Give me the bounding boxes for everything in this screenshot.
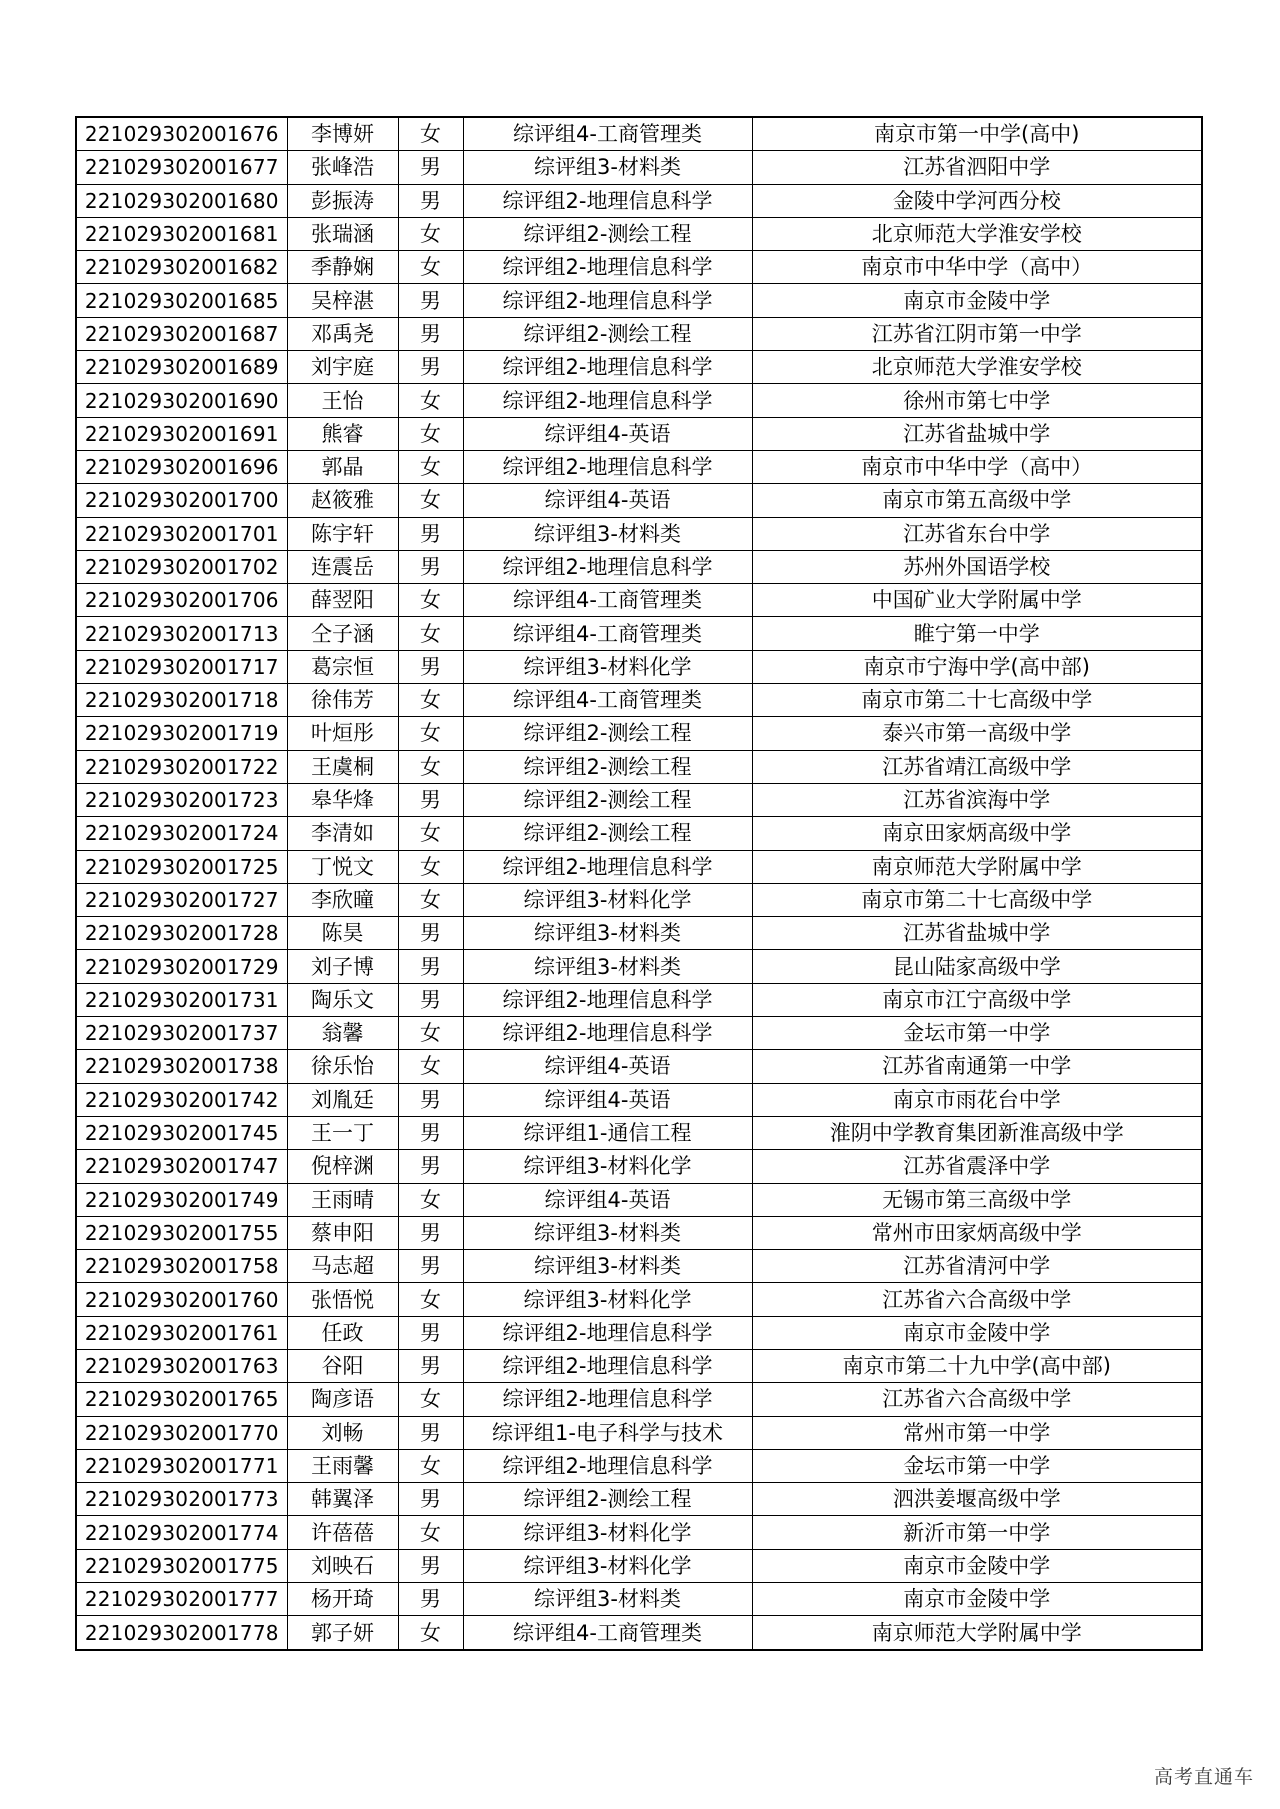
school-cell: 南京市金陵中学 <box>752 1549 1202 1582</box>
candidate-id-cell: 221029302001755 <box>76 1216 287 1249</box>
name-cell: 韩翼泽 <box>287 1483 398 1516</box>
name-cell: 张悟悦 <box>287 1283 398 1316</box>
candidate-id-cell: 221029302001770 <box>76 1416 287 1449</box>
candidate-id-cell: 221029302001682 <box>76 251 287 284</box>
table-row <box>76 1349 1202 1382</box>
table-row <box>76 351 1202 384</box>
group-major-cell: 综评组2-测绘工程 <box>463 1483 752 1516</box>
table-row <box>76 484 1202 517</box>
group-major-cell: 综评组2-地理信息科学 <box>463 450 752 483</box>
table-row <box>76 1616 1202 1650</box>
group-major-cell: 综评组2-地理信息科学 <box>463 251 752 284</box>
group-major-cell: 综评组2-地理信息科学 <box>463 1449 752 1482</box>
name-cell: 彭振涛 <box>287 184 398 217</box>
table-row <box>76 117 1202 151</box>
candidate-id-cell: 221029302001706 <box>76 584 287 617</box>
candidate-id-cell: 221029302001765 <box>76 1383 287 1416</box>
school-cell: 金陵中学河西分校 <box>752 184 1202 217</box>
group-major-cell: 综评组3-材料类 <box>463 1216 752 1249</box>
school-cell: 江苏省江阴市第一中学 <box>752 317 1202 350</box>
table-row <box>76 1216 1202 1249</box>
candidate-id-cell: 221029302001745 <box>76 1116 287 1149</box>
table-row <box>76 850 1202 883</box>
candidate-id-cell: 221029302001727 <box>76 883 287 916</box>
group-major-cell: 综评组4-工商管理类 <box>463 117 752 151</box>
name-cell: 王怡 <box>287 384 398 417</box>
gender-cell: 男 <box>398 1116 463 1149</box>
candidate-id-cell: 221029302001696 <box>76 450 287 483</box>
name-cell: 倪梓渊 <box>287 1150 398 1183</box>
school-cell: 常州市田家炳高级中学 <box>752 1216 1202 1249</box>
table-row <box>76 550 1202 583</box>
gender-cell: 男 <box>398 151 463 184</box>
table-row <box>76 1283 1202 1316</box>
gender-cell: 女 <box>398 1516 463 1549</box>
gender-cell: 女 <box>398 817 463 850</box>
school-cell: 南京师范大学附属中学 <box>752 850 1202 883</box>
school-cell: 江苏省六合高级中学 <box>752 1383 1202 1416</box>
candidate-id-cell: 221029302001763 <box>76 1349 287 1382</box>
candidate-id-cell: 221029302001778 <box>76 1616 287 1650</box>
table-row <box>76 717 1202 750</box>
table-row <box>76 1416 1202 1449</box>
group-major-cell: 综评组2-地理信息科学 <box>463 384 752 417</box>
group-major-cell: 综评组3-材料类 <box>463 917 752 950</box>
candidate-id-cell: 221029302001691 <box>76 417 287 450</box>
school-cell: 睢宁第一中学 <box>752 617 1202 650</box>
name-cell: 叶烜彤 <box>287 717 398 750</box>
gender-cell: 男 <box>398 1483 463 1516</box>
name-cell: 王虞桐 <box>287 750 398 783</box>
gender-cell: 男 <box>398 1216 463 1249</box>
group-major-cell: 综评组2-测绘工程 <box>463 217 752 250</box>
table-row <box>76 650 1202 683</box>
candidate-id-cell: 221029302001742 <box>76 1083 287 1116</box>
school-cell: 淮阴中学教育集团新淮高级中学 <box>752 1116 1202 1149</box>
school-cell: 南京市第二十九中学(高中部) <box>752 1349 1202 1382</box>
name-cell: 季静娴 <box>287 251 398 284</box>
candidate-id-cell: 221029302001676 <box>76 117 287 151</box>
table-row <box>76 783 1202 816</box>
candidate-id-cell: 221029302001724 <box>76 817 287 850</box>
candidate-id-cell: 221029302001689 <box>76 351 287 384</box>
candidate-id-cell: 221029302001725 <box>76 850 287 883</box>
candidate-id-cell: 221029302001690 <box>76 384 287 417</box>
candidate-id-cell: 221029302001737 <box>76 1017 287 1050</box>
name-cell: 陶乐文 <box>287 983 398 1016</box>
group-major-cell: 综评组2-地理信息科学 <box>463 1383 752 1416</box>
candidate-id-cell: 221029302001771 <box>76 1449 287 1482</box>
candidate-id-cell: 221029302001729 <box>76 950 287 983</box>
table-row <box>76 1183 1202 1216</box>
gender-cell: 男 <box>398 1416 463 1449</box>
table-row <box>76 1083 1202 1116</box>
name-cell: 徐伟芳 <box>287 684 398 717</box>
school-cell: 苏州外国语学校 <box>752 550 1202 583</box>
name-cell: 李清如 <box>287 817 398 850</box>
candidate-id-cell: 221029302001749 <box>76 1183 287 1216</box>
gender-cell: 男 <box>398 783 463 816</box>
group-major-cell: 综评组2-地理信息科学 <box>463 1349 752 1382</box>
gender-cell: 男 <box>398 1349 463 1382</box>
table-row <box>76 1583 1202 1616</box>
candidate-id-cell: 221029302001747 <box>76 1150 287 1183</box>
name-cell: 蔡申阳 <box>287 1216 398 1249</box>
group-major-cell: 综评组2-测绘工程 <box>463 750 752 783</box>
name-cell: 翁馨 <box>287 1017 398 1050</box>
group-major-cell: 综评组2-地理信息科学 <box>463 184 752 217</box>
table-row <box>76 184 1202 217</box>
table-row <box>76 817 1202 850</box>
gender-cell: 女 <box>398 484 463 517</box>
school-cell: 江苏省震泽中学 <box>752 1150 1202 1183</box>
candidate-id-cell: 221029302001680 <box>76 184 287 217</box>
school-cell: 南京市宁海中学(高中部) <box>752 650 1202 683</box>
school-cell: 江苏省盐城中学 <box>752 417 1202 450</box>
group-major-cell: 综评组3-材料类 <box>463 950 752 983</box>
candidate-id-cell: 221029302001687 <box>76 317 287 350</box>
group-major-cell: 综评组2-地理信息科学 <box>463 1017 752 1050</box>
gender-cell: 男 <box>398 184 463 217</box>
gender-cell: 男 <box>398 983 463 1016</box>
table-row <box>76 1549 1202 1582</box>
name-cell: 王一丁 <box>287 1116 398 1149</box>
gender-cell: 女 <box>398 684 463 717</box>
candidate-id-cell: 221029302001717 <box>76 650 287 683</box>
candidate-id-cell: 221029302001777 <box>76 1583 287 1616</box>
group-major-cell: 综评组4-英语 <box>463 1183 752 1216</box>
name-cell: 仝子涵 <box>287 617 398 650</box>
school-cell: 南京市第二十七高级中学 <box>752 883 1202 916</box>
name-cell: 许蓓蓓 <box>287 1516 398 1549</box>
group-major-cell: 综评组2-地理信息科学 <box>463 850 752 883</box>
name-cell: 杨开琦 <box>287 1583 398 1616</box>
gender-cell: 女 <box>398 1283 463 1316</box>
group-major-cell: 综评组3-材料化学 <box>463 1283 752 1316</box>
name-cell: 邓禹尧 <box>287 317 398 350</box>
table-row <box>76 317 1202 350</box>
candidate-id-cell: 221029302001677 <box>76 151 287 184</box>
name-cell: 刘畅 <box>287 1416 398 1449</box>
candidate-id-cell: 221029302001760 <box>76 1283 287 1316</box>
name-cell: 熊睿 <box>287 417 398 450</box>
gender-cell: 女 <box>398 883 463 916</box>
name-cell: 陶彦语 <box>287 1383 398 1416</box>
school-cell: 南京市第二十七高级中学 <box>752 684 1202 717</box>
gender-cell: 女 <box>398 217 463 250</box>
gender-cell: 男 <box>398 351 463 384</box>
school-cell: 江苏省六合高级中学 <box>752 1283 1202 1316</box>
school-cell: 南京师范大学附属中学 <box>752 1616 1202 1650</box>
school-cell: 泗洪姜堰高级中学 <box>752 1483 1202 1516</box>
roster-table <box>75 116 1203 1651</box>
name-cell: 谷阳 <box>287 1349 398 1382</box>
school-cell: 金坛市第一中学 <box>752 1449 1202 1482</box>
group-major-cell: 综评组3-材料类 <box>463 517 752 550</box>
name-cell: 王雨晴 <box>287 1183 398 1216</box>
school-cell: 南京市金陵中学 <box>752 1583 1202 1616</box>
gender-cell: 男 <box>398 1316 463 1349</box>
candidate-id-cell: 221029302001738 <box>76 1050 287 1083</box>
name-cell: 刘宇庭 <box>287 351 398 384</box>
name-cell: 李欣曈 <box>287 883 398 916</box>
group-major-cell: 综评组4-工商管理类 <box>463 1616 752 1650</box>
name-cell: 张峰浩 <box>287 151 398 184</box>
table-row <box>76 251 1202 284</box>
gender-cell: 女 <box>398 584 463 617</box>
group-major-cell: 综评组2-测绘工程 <box>463 717 752 750</box>
school-cell: 北京师范大学淮安学校 <box>752 351 1202 384</box>
group-major-cell: 综评组2-测绘工程 <box>463 817 752 850</box>
table-row <box>76 917 1202 950</box>
group-major-cell: 综评组4-工商管理类 <box>463 617 752 650</box>
candidate-id-cell: 221029302001773 <box>76 1483 287 1516</box>
table-row <box>76 883 1202 916</box>
gender-cell: 女 <box>398 417 463 450</box>
school-cell: 南京市金陵中学 <box>752 1316 1202 1349</box>
gender-cell: 男 <box>398 1250 463 1283</box>
candidate-id-cell: 221029302001719 <box>76 717 287 750</box>
candidate-id-cell: 221029302001713 <box>76 617 287 650</box>
gender-cell: 男 <box>398 650 463 683</box>
table-row <box>76 1017 1202 1050</box>
school-cell: 南京市中华中学（高中） <box>752 450 1202 483</box>
name-cell: 张瑞涵 <box>287 217 398 250</box>
school-cell: 常州市第一中学 <box>752 1416 1202 1449</box>
group-major-cell: 综评组3-材料化学 <box>463 650 752 683</box>
gender-cell: 男 <box>398 1083 463 1116</box>
candidate-id-cell: 221029302001728 <box>76 917 287 950</box>
name-cell: 任政 <box>287 1316 398 1349</box>
candidate-id-cell: 221029302001723 <box>76 783 287 816</box>
roster-sheet <box>75 116 1201 1651</box>
name-cell: 郭子妍 <box>287 1616 398 1650</box>
group-major-cell: 综评组2-测绘工程 <box>463 783 752 816</box>
table-row <box>76 450 1202 483</box>
roster-body <box>76 117 1202 1650</box>
group-major-cell: 综评组4-工商管理类 <box>463 684 752 717</box>
table-row <box>76 384 1202 417</box>
table-row <box>76 1316 1202 1349</box>
school-cell: 泰兴市第一高级中学 <box>752 717 1202 750</box>
school-cell: 南京市雨花台中学 <box>752 1083 1202 1116</box>
candidate-id-cell: 221029302001700 <box>76 484 287 517</box>
table-row <box>76 1483 1202 1516</box>
group-major-cell: 综评组4-英语 <box>463 484 752 517</box>
gender-cell: 男 <box>398 1549 463 1582</box>
name-cell: 陈昊 <box>287 917 398 950</box>
group-major-cell: 综评组4-英语 <box>463 1050 752 1083</box>
school-cell: 江苏省滨海中学 <box>752 783 1202 816</box>
table-row <box>76 1150 1202 1183</box>
name-cell: 丁悦文 <box>287 850 398 883</box>
gender-cell: 女 <box>398 717 463 750</box>
table-row <box>76 151 1202 184</box>
table-row <box>76 417 1202 450</box>
school-cell: 江苏省盐城中学 <box>752 917 1202 950</box>
table-row <box>76 1383 1202 1416</box>
table-row <box>76 517 1202 550</box>
gender-cell: 女 <box>398 117 463 151</box>
gender-cell: 女 <box>398 1449 463 1482</box>
table-row <box>76 1050 1202 1083</box>
group-major-cell: 综评组2-地理信息科学 <box>463 550 752 583</box>
table-row <box>76 1250 1202 1283</box>
school-cell: 南京田家炳高级中学 <box>752 817 1202 850</box>
gender-cell: 女 <box>398 1050 463 1083</box>
gender-cell: 男 <box>398 550 463 583</box>
gender-cell: 男 <box>398 950 463 983</box>
table-row <box>76 1449 1202 1482</box>
candidate-id-cell: 221029302001701 <box>76 517 287 550</box>
school-cell: 江苏省靖江高级中学 <box>752 750 1202 783</box>
table-row <box>76 1116 1202 1149</box>
gender-cell: 女 <box>398 750 463 783</box>
group-major-cell: 综评组2-地理信息科学 <box>463 983 752 1016</box>
group-major-cell: 综评组3-材料类 <box>463 1583 752 1616</box>
gender-cell: 男 <box>398 1583 463 1616</box>
candidate-id-cell: 221029302001702 <box>76 550 287 583</box>
group-major-cell: 综评组2-地理信息科学 <box>463 284 752 317</box>
table-row <box>76 684 1202 717</box>
school-cell: 新沂市第一中学 <box>752 1516 1202 1549</box>
group-major-cell: 综评组1-通信工程 <box>463 1116 752 1149</box>
group-major-cell: 综评组4-英语 <box>463 1083 752 1116</box>
school-cell: 中国矿业大学附属中学 <box>752 584 1202 617</box>
table-row <box>76 950 1202 983</box>
group-major-cell: 综评组2-测绘工程 <box>463 317 752 350</box>
group-major-cell: 综评组4-英语 <box>463 417 752 450</box>
gender-cell: 女 <box>398 850 463 883</box>
gender-cell: 男 <box>398 517 463 550</box>
table-row <box>76 983 1202 1016</box>
gender-cell: 女 <box>398 251 463 284</box>
name-cell: 马志超 <box>287 1250 398 1283</box>
gender-cell: 男 <box>398 284 463 317</box>
name-cell: 刘胤廷 <box>287 1083 398 1116</box>
name-cell: 刘映石 <box>287 1549 398 1582</box>
school-cell: 南京市江宁高级中学 <box>752 983 1202 1016</box>
group-major-cell: 综评组4-工商管理类 <box>463 584 752 617</box>
school-cell: 南京市金陵中学 <box>752 284 1202 317</box>
candidate-id-cell: 221029302001718 <box>76 684 287 717</box>
name-cell: 薛翌阳 <box>287 584 398 617</box>
watermark-text: 高考直通车 <box>1153 1766 1254 1788</box>
table-row <box>76 617 1202 650</box>
school-cell: 南京市第一中学(高中) <box>752 117 1202 151</box>
gender-cell: 男 <box>398 917 463 950</box>
candidate-id-cell: 221029302001775 <box>76 1549 287 1582</box>
candidate-id-cell: 221029302001722 <box>76 750 287 783</box>
school-cell: 金坛市第一中学 <box>752 1017 1202 1050</box>
school-cell: 江苏省东台中学 <box>752 517 1202 550</box>
gender-cell: 女 <box>398 617 463 650</box>
name-cell: 郭晶 <box>287 450 398 483</box>
group-major-cell: 综评组3-材料化学 <box>463 883 752 916</box>
gender-cell: 女 <box>398 1183 463 1216</box>
name-cell: 李博妍 <box>287 117 398 151</box>
school-cell: 无锡市第三高级中学 <box>752 1183 1202 1216</box>
candidate-id-cell: 221029302001681 <box>76 217 287 250</box>
gender-cell: 女 <box>398 384 463 417</box>
gender-cell: 女 <box>398 1017 463 1050</box>
group-major-cell: 综评组3-材料化学 <box>463 1549 752 1582</box>
candidate-id-cell: 221029302001731 <box>76 983 287 1016</box>
table-row <box>76 1516 1202 1549</box>
name-cell: 葛宗恒 <box>287 650 398 683</box>
group-major-cell: 综评组3-材料类 <box>463 151 752 184</box>
name-cell: 赵筱雅 <box>287 484 398 517</box>
group-major-cell: 综评组3-材料化学 <box>463 1516 752 1549</box>
table-row <box>76 584 1202 617</box>
candidate-id-cell: 221029302001761 <box>76 1316 287 1349</box>
gender-cell: 男 <box>398 317 463 350</box>
name-cell: 连震岳 <box>287 550 398 583</box>
group-major-cell: 综评组3-材料化学 <box>463 1150 752 1183</box>
group-major-cell: 综评组1-电子科学与技术 <box>463 1416 752 1449</box>
group-major-cell: 综评组2-地理信息科学 <box>463 1316 752 1349</box>
gender-cell: 男 <box>398 1150 463 1183</box>
school-cell: 南京市第五高级中学 <box>752 484 1202 517</box>
group-major-cell: 综评组3-材料类 <box>463 1250 752 1283</box>
school-cell: 江苏省泗阳中学 <box>752 151 1202 184</box>
name-cell: 王雨馨 <box>287 1449 398 1482</box>
school-cell: 昆山陆家高级中学 <box>752 950 1202 983</box>
group-major-cell: 综评组2-地理信息科学 <box>463 351 752 384</box>
name-cell: 徐乐怡 <box>287 1050 398 1083</box>
gender-cell: 女 <box>398 1383 463 1416</box>
candidate-id-cell: 221029302001774 <box>76 1516 287 1549</box>
school-cell: 江苏省清河中学 <box>752 1250 1202 1283</box>
table-row <box>76 284 1202 317</box>
school-cell: 徐州市第七中学 <box>752 384 1202 417</box>
candidate-id-cell: 221029302001758 <box>76 1250 287 1283</box>
gender-cell: 女 <box>398 1616 463 1650</box>
name-cell: 皋华烽 <box>287 783 398 816</box>
school-cell: 江苏省南通第一中学 <box>752 1050 1202 1083</box>
school-cell: 南京市中华中学（高中） <box>752 251 1202 284</box>
name-cell: 陈宇轩 <box>287 517 398 550</box>
school-cell: 北京师范大学淮安学校 <box>752 217 1202 250</box>
table-row <box>76 750 1202 783</box>
name-cell: 吴梓湛 <box>287 284 398 317</box>
gender-cell: 女 <box>398 450 463 483</box>
candidate-id-cell: 221029302001685 <box>76 284 287 317</box>
name-cell: 刘子博 <box>287 950 398 983</box>
table-row <box>76 217 1202 250</box>
